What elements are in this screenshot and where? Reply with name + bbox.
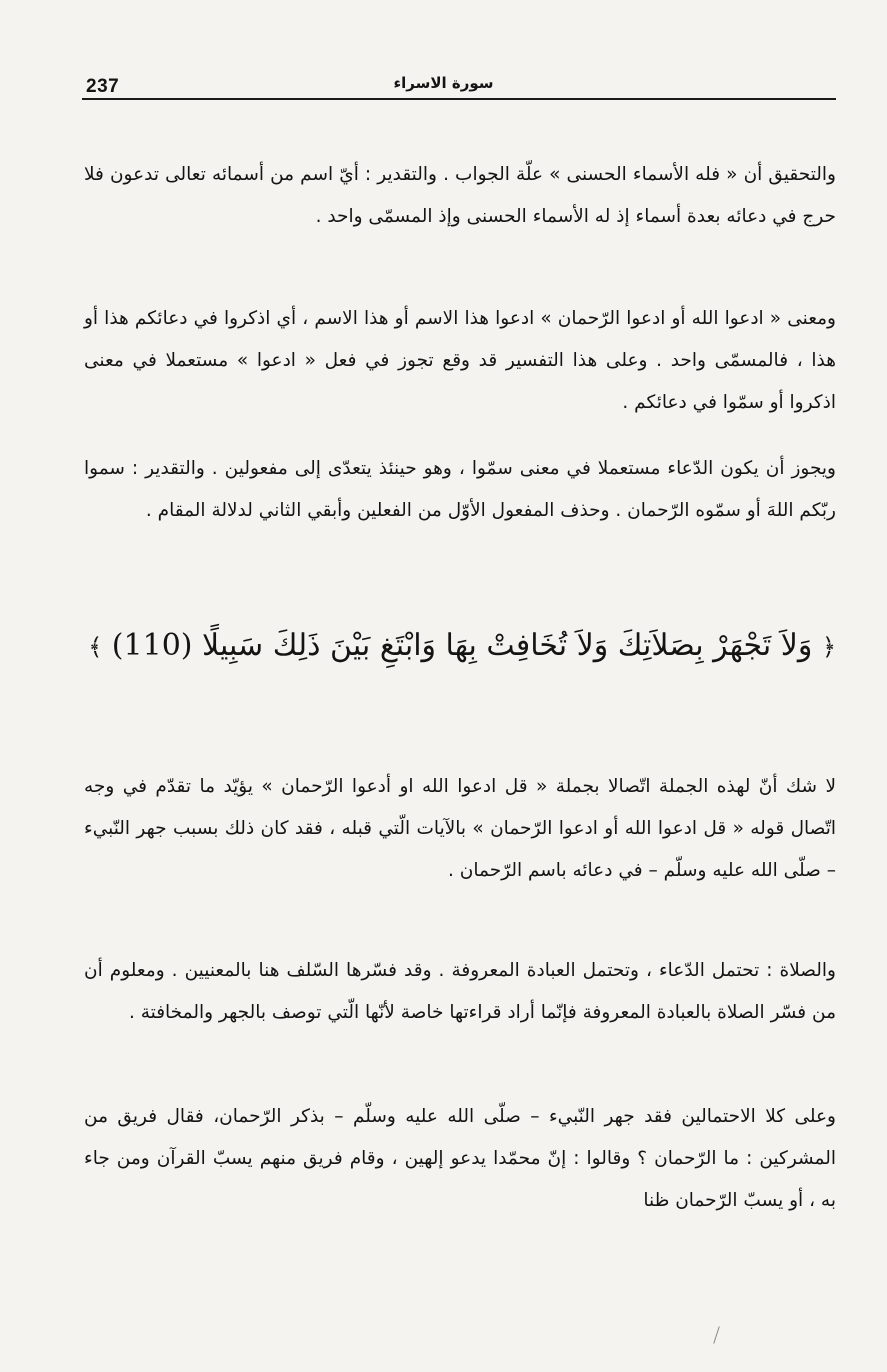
paragraph-tahqiq: والتحقيق أن « فله الأسماء الحسنى » علّة الجواب . والتقدير : أيّ اسم من أسمائه تعالى تدعون فلا حرج في دعائه بعدة أسماء إذ له الأسماء الحسنى وإذ المسمّى واحد . [84, 164, 836, 227]
header-rule [82, 98, 836, 100]
page-number: 237 [86, 76, 120, 97]
paragraph-yajuz: ويجوز أن يكون الدّعاء مستعملا في معنى سمّوا ، وهو حينئذ يتعدّى إلى مفعولين . والتقدير : سموا ربّكم اللهَ أو سمّوه الرّحمان . وحذف المفعول الأوّل من الفعلين وأبقي الثاني لدلالة المقام . [84, 458, 836, 521]
quran-verse [84, 614, 836, 679]
verse-number: (110) [111, 628, 193, 663]
commentary-paragraph-3: وعلى كلا الاحتمالين فقد جهر النّبيء – صلّى الله عليه وسلّم – بذكر الرّحمان، فقال فريق من المشركين : ما الرّحمان ؟ وقالوا : إنّ محمّدا يدعو إلهين ، وقام فريق منهم يسبّ القرآن ومن جاء به ، أو يسبّ الرّحمان ظنا [84, 1106, 836, 1211]
scan-mark [713, 1326, 720, 1343]
paragraph-maana: ومعنى « ادعوا الله أو ادعوا الرّحمان » ادعوا هذا الاسم أو هذا الاسم ، أي اذكروا في دعائكم هذا أو هذا ، فالمسمّى واحد . وعلى هذا التفسير قد وقع تجوز في فعل « ادعوا » مستعملا في معنى اذكروا أو سمّوا في دعائكم . [84, 308, 836, 413]
running-title: سورة الاسراء [393, 74, 494, 92]
verse-open-bracket: ﴿ [821, 633, 836, 661]
commentary-paragraph-1: لا شك أنّ لهذه الجملة اتّصالا بجملة « قل ادعوا الله او أدعوا الرّحمان » يؤيّد ما تقدّم في وجه اتّصال قوله « قل ادعوا الله أو ادعوا الرّحمان » بالآيات الّتي قبله ، فقد كان ذلك بسبب جهر النّبيء – صلّى الله عليه وسلّم – في دعائه باسم الرّحمان . [84, 776, 836, 881]
verse-text: وَلاَ تَجْهَرْ بِصَلاَتِكَ وَلاَ تُخَافِتْ بِهَا وَابْتَغِ بَيْنَ ذَلِكَ سَبِيلًا [202, 628, 813, 663]
commentary-paragraph-2: والصلاة : تحتمل الدّعاء ، وتحتمل العبادة المعروفة . وقد فسّرها السّلف هنا بالمعنيين . ومعلوم أن من فسّر الصلاة بالعبادة المعروفة فإنّما أراد قراءتها خاصة لأنّها الّتي توصف بالجهر والمخافتة . [84, 960, 836, 1023]
verse-close-bracket: ﴾ [88, 633, 103, 661]
